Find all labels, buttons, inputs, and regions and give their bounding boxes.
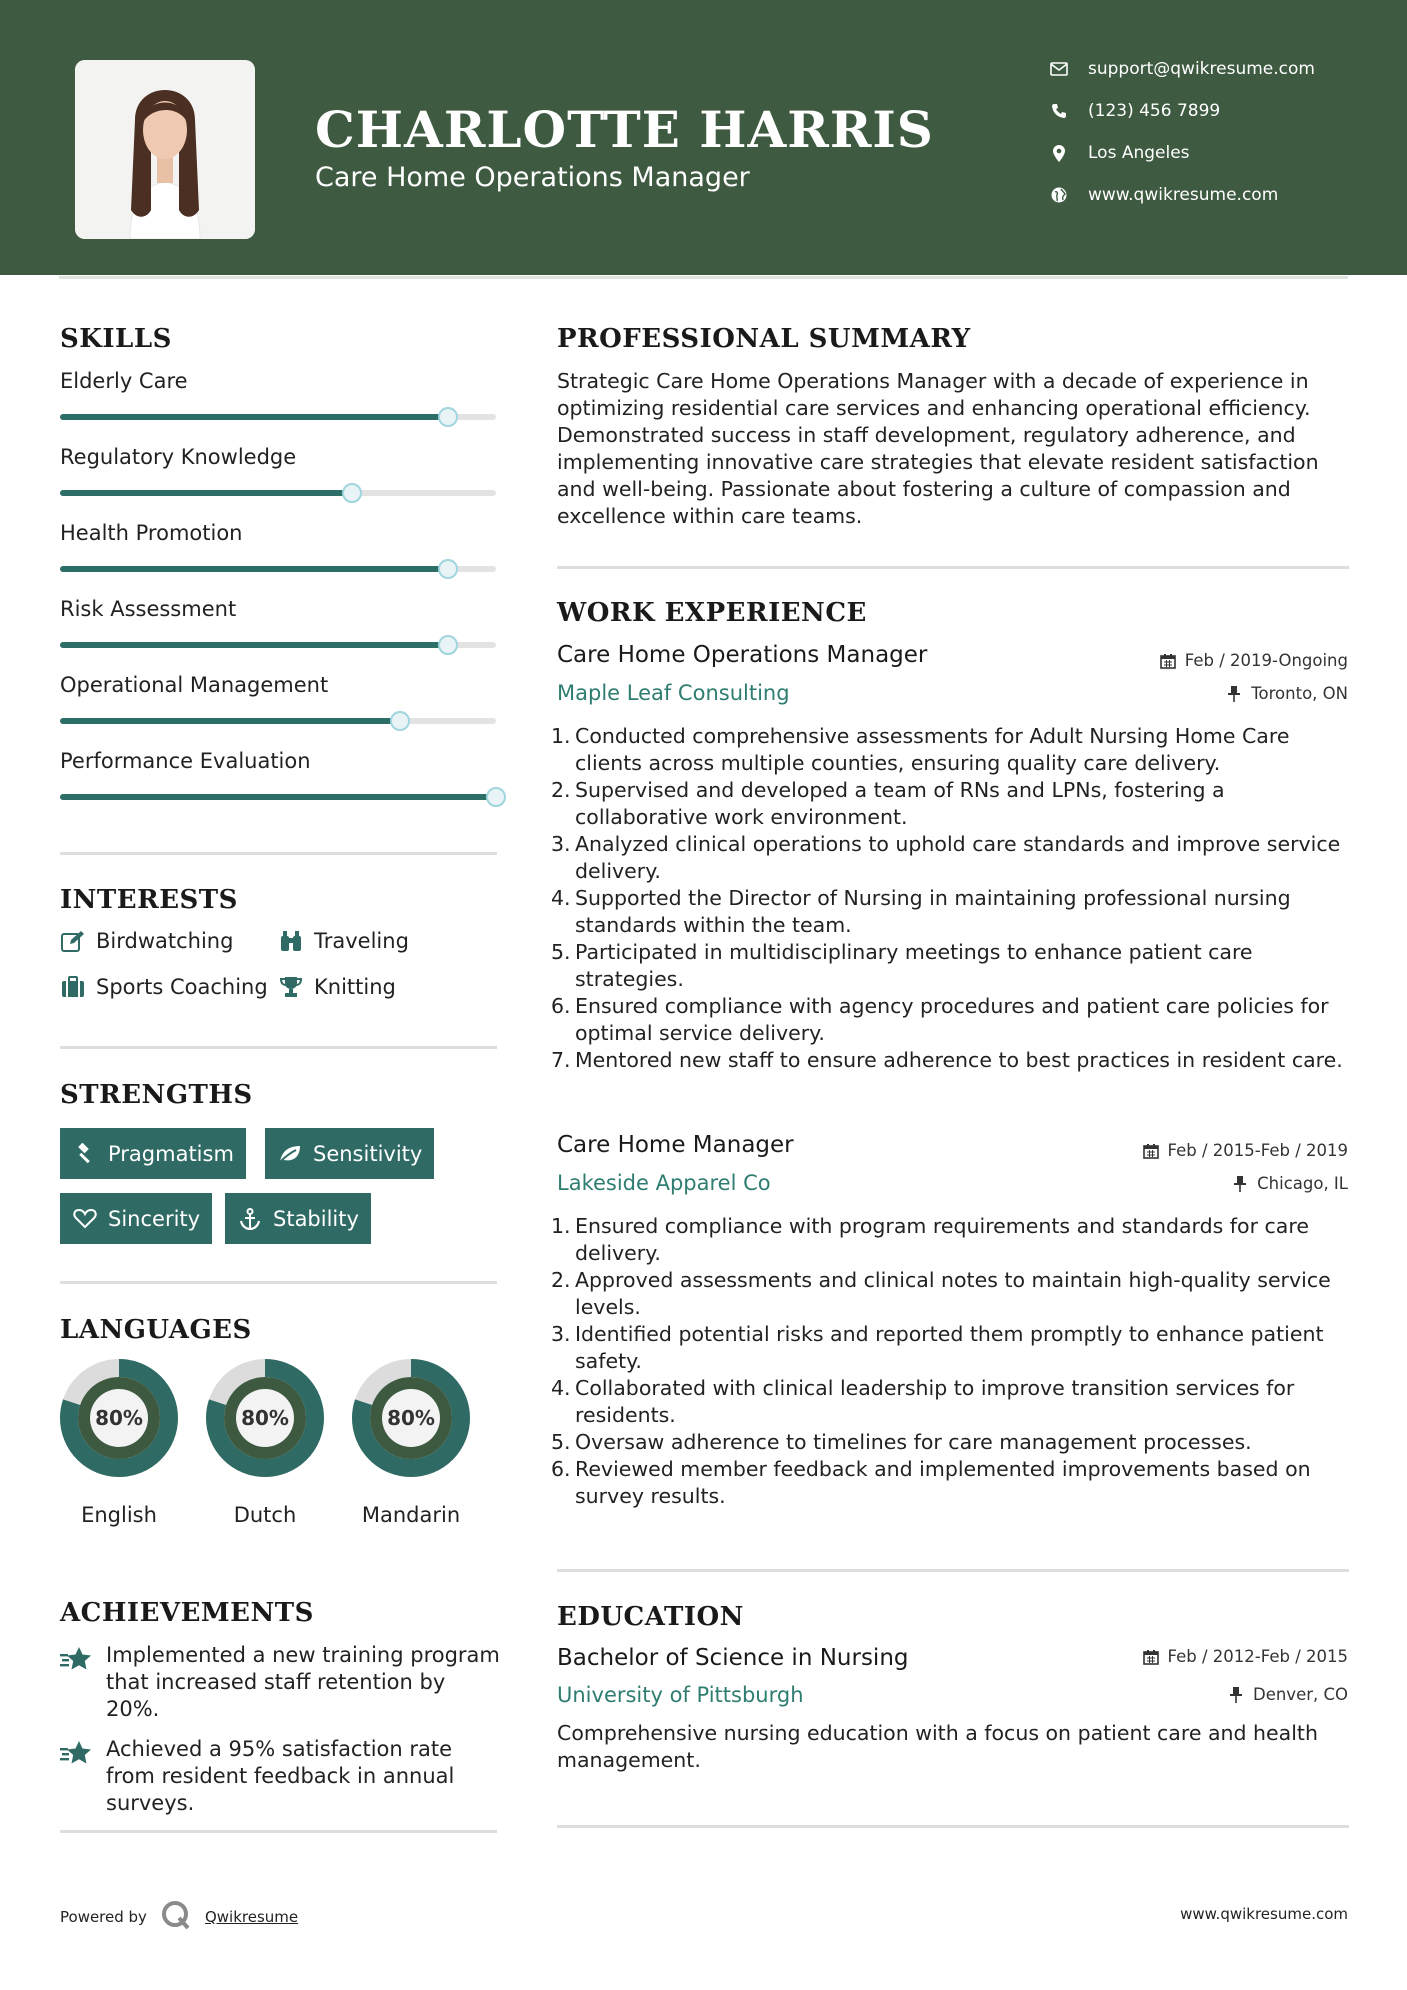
achievement-item xyxy=(60,1736,500,1817)
job-duty-text: Approved assessments and clinical notes to maintain high-quality service levels. xyxy=(575,1268,1331,1319)
job-duty-text: Ensured compliance with program requirements and standards for care delivery. xyxy=(575,1214,1309,1265)
contact-email[interactable] xyxy=(1048,54,1348,84)
skill-level-bar xyxy=(60,566,496,572)
skill-level-bar xyxy=(60,490,496,496)
job-duty-text: Participated in multidisciplinary meetings to enhance patient care strategies. xyxy=(575,940,1253,991)
skill-level-fill xyxy=(60,718,400,724)
candidate-role: Care Home Operations Manager xyxy=(315,162,750,193)
job-duty-item xyxy=(551,1456,1351,1510)
job-duties-list xyxy=(551,723,1351,1074)
footer-powered-by: Powered by Qwikresume xyxy=(60,1900,298,1934)
job-duty-item xyxy=(551,939,1351,993)
calendar-icon xyxy=(1142,1142,1160,1160)
job-duty-item xyxy=(551,993,1351,1047)
skill-level-fill xyxy=(60,414,448,420)
summary-divider xyxy=(557,566,1349,569)
language-percent: 80% xyxy=(387,1406,435,1430)
strength-tag-stability: Stability xyxy=(225,1193,371,1244)
skill-label: Performance Evaluation xyxy=(60,749,311,773)
education-heading: EDUCATION xyxy=(557,1602,744,1632)
language-name: Dutch xyxy=(233,1503,297,1527)
company-name: Lakeside Apparel Co xyxy=(557,1171,771,1195)
list-number: 1. xyxy=(551,1214,571,1238)
job-duty-text: Ensured compliance with agency procedures and patient care policies for optimal service delivery. xyxy=(575,994,1329,1045)
briefcase-icon xyxy=(60,974,86,1000)
experience-divider xyxy=(557,1569,1349,1572)
list-number: 4. xyxy=(551,1376,571,1400)
anchor-icon xyxy=(237,1206,263,1232)
interest-item-traveling: Traveling xyxy=(278,928,409,954)
job-date: Feb / 2015-Feb / 2019 xyxy=(1142,1141,1348,1160)
phone-icon xyxy=(1048,100,1070,122)
job-duty-text: Oversaw adherence to timelines for care management processes. xyxy=(575,1430,1252,1454)
interests-divider xyxy=(60,1046,497,1049)
language-name: Mandarin xyxy=(361,1503,461,1527)
list-number: 4. xyxy=(551,886,571,910)
job-duty-item xyxy=(551,1267,1351,1321)
achievements-heading: ACHIEVEMENTS xyxy=(60,1598,314,1628)
interest-item-birdwatching: Birdwatching xyxy=(60,928,233,954)
language-item xyxy=(58,1357,180,1527)
list-number: 3. xyxy=(551,1322,571,1346)
summary-text: Strategic Care Home Operations Manager with a decade of experience in optimizing residential care services and enhancing operational efficiency. Demonstrated success in staff development, regulatory adherence, and implementing innovative care strategies that elevate resident satisfaction and well-being. Passionate about fostering a culture of compassion and excellence within care teams. xyxy=(557,369,1319,528)
list-number: 2. xyxy=(551,1268,571,1292)
job-duty-item xyxy=(551,1213,1351,1267)
qwikresume-link[interactable]: Qwikresume xyxy=(204,1908,299,1926)
pushpin-icon xyxy=(1225,685,1243,703)
job-title: Care Home Manager xyxy=(557,1132,794,1158)
job-location: Toronto, ON xyxy=(1225,684,1348,703)
education-divider xyxy=(557,1825,1349,1828)
list-number: 5. xyxy=(551,1430,571,1454)
contact-phone[interactable] xyxy=(1048,96,1348,126)
education-description: Comprehensive nursing education with a focus on patient care and health management. xyxy=(557,1721,1318,1772)
skill-level-bar xyxy=(60,642,496,648)
strength-tag-sincerity: Sincerity xyxy=(60,1193,212,1244)
job-location: Chicago, IL xyxy=(1231,1174,1348,1193)
skills-divider xyxy=(60,852,497,855)
footer-website[interactable]: www.qwikresume.com xyxy=(1180,1905,1348,1923)
skill-level-knob xyxy=(486,787,506,807)
job-duty-text: Identified potential risks and reported them promptly to enhance patient safety. xyxy=(575,1322,1324,1373)
language-item xyxy=(350,1357,472,1527)
qwikresume-logo-icon xyxy=(161,1900,191,1934)
contact-website[interactable] xyxy=(1048,180,1348,210)
language-percent: 80% xyxy=(241,1406,289,1430)
skill-label: Operational Management xyxy=(60,673,329,697)
calendar-icon xyxy=(1142,1648,1160,1666)
strengths-heading: STRENGTHS xyxy=(60,1080,253,1110)
skill-level-knob xyxy=(342,483,362,503)
job-duty-item xyxy=(551,885,1351,939)
company-name: Maple Leaf Consulting xyxy=(557,681,790,705)
achievements-divider xyxy=(60,1830,497,1833)
job-duty-item xyxy=(551,1429,1351,1456)
job-duty-item xyxy=(551,831,1351,885)
language-name: English xyxy=(81,1503,157,1527)
contact-phone-text: (123) 456 7899 xyxy=(1088,101,1221,121)
interest-item-knitting: Knitting xyxy=(278,974,396,1000)
job-duty-text: Reviewed member feedback and implemented improvements based on survey results. xyxy=(575,1457,1311,1508)
job-duty-item xyxy=(551,723,1351,777)
header-divider xyxy=(59,276,1348,279)
list-number: 3. xyxy=(551,832,571,856)
skill-label: Health Promotion xyxy=(60,521,243,545)
skills-heading: SKILLS xyxy=(60,324,172,354)
strengths-divider xyxy=(60,1281,497,1284)
leaf-icon xyxy=(277,1141,303,1167)
resume-header xyxy=(0,0,1407,275)
skill-level-bar xyxy=(60,414,496,420)
list-number: 7. xyxy=(551,1048,571,1072)
language-percent: 80% xyxy=(95,1406,143,1430)
pushpin-icon xyxy=(1227,1686,1245,1704)
job-duty-item xyxy=(551,1375,1351,1429)
contact-location xyxy=(1048,138,1348,168)
strength-tag-sensitivity: Sensitivity xyxy=(265,1128,434,1179)
achievement-item xyxy=(60,1642,500,1723)
profile-photo xyxy=(75,60,255,239)
skill-level-fill xyxy=(60,794,496,800)
skill-label: Regulatory Knowledge xyxy=(60,445,297,469)
skill-level-knob xyxy=(438,407,458,427)
summary-heading: PROFESSIONAL SUMMARY xyxy=(557,324,971,354)
star-badge-icon xyxy=(60,1740,94,1817)
heart-icon xyxy=(72,1206,98,1232)
strength-tag-pragmatism: Pragmatism xyxy=(60,1128,246,1179)
skill-level-fill xyxy=(60,566,448,572)
degree-title: Bachelor of Science in Nursing xyxy=(557,1645,909,1671)
skill-level-knob xyxy=(438,635,458,655)
job-duty-text: Collaborated with clinical leadership to improve transition services for residents. xyxy=(575,1376,1295,1427)
job-duty-text: Supervised and developed a team of RNs and LPNs, fostering a collaborative work environment. xyxy=(575,778,1225,829)
job-title: Care Home Operations Manager xyxy=(557,642,928,668)
education-location: Denver, CO xyxy=(1227,1685,1348,1704)
job-duties-list xyxy=(551,1213,1351,1510)
achievement-text: Implemented a new training program that increased staff retention by 20%. xyxy=(106,1643,500,1721)
list-number: 1. xyxy=(551,724,571,748)
job-date: Feb / 2019-Ongoing xyxy=(1159,651,1348,670)
interest-item-sports-coaching: Sports Coaching xyxy=(60,974,268,1000)
list-number: 5. xyxy=(551,940,571,964)
candidate-name: CHARLOTTE HARRIS xyxy=(315,100,934,159)
skill-level-fill xyxy=(60,642,448,648)
edit-icon xyxy=(60,928,86,954)
skill-label: Risk Assessment xyxy=(60,597,237,621)
skill-level-bar xyxy=(60,794,496,800)
skill-label: Elderly Care xyxy=(60,369,188,393)
map-pin-icon xyxy=(1048,142,1070,164)
languages-heading: LANGUAGES xyxy=(60,1315,252,1345)
contact-website-text: www.qwikresume.com xyxy=(1088,185,1279,205)
job-duty-text: Supported the Director of Nursing in maintaining professional nursing standards within the team. xyxy=(575,886,1291,937)
gavel-icon xyxy=(72,1141,98,1167)
list-number: 6. xyxy=(551,994,571,1018)
job-duty-item xyxy=(551,1321,1351,1375)
job-duty-item xyxy=(551,777,1351,831)
job-duty-text: Analyzed clinical operations to uphold care standards and improve service delivery. xyxy=(575,832,1341,883)
contact-location-text: Los Angeles xyxy=(1088,143,1190,163)
job-duty-item xyxy=(551,1047,1351,1074)
interests-heading: INTERESTS xyxy=(60,885,238,915)
star-badge-icon xyxy=(60,1646,94,1723)
list-number: 6. xyxy=(551,1457,571,1481)
list-number: 2. xyxy=(551,778,571,802)
job-duty-text: Conducted comprehensive assessments for Adult Nursing Home Care clients across multiple counties, ensuring quality care delivery. xyxy=(575,724,1290,775)
globe-icon xyxy=(1048,184,1070,206)
skill-level-knob xyxy=(438,559,458,579)
experience-heading: WORK EXPERIENCE xyxy=(557,598,867,628)
calendar-icon xyxy=(1159,652,1177,670)
education-date: Feb / 2012-Feb / 2015 xyxy=(1142,1647,1348,1666)
trophy-icon xyxy=(278,974,304,1000)
skill-level-fill xyxy=(60,490,352,496)
pushpin-icon xyxy=(1231,1175,1249,1193)
skill-level-knob xyxy=(390,711,410,731)
language-item xyxy=(204,1357,326,1527)
contact-email-text: support@qwikresume.com xyxy=(1088,59,1315,79)
achievement-text: Achieved a 95% satisfaction rate from resident feedback in annual surveys. xyxy=(106,1737,455,1815)
envelope-icon xyxy=(1048,58,1070,80)
skill-level-bar xyxy=(60,718,496,724)
job-duty-text: Mentored new staff to ensure adherence to best practices in resident care. xyxy=(575,1048,1343,1072)
school-name: University of Pittsburgh xyxy=(557,1683,804,1707)
binoculars-icon xyxy=(278,928,304,954)
